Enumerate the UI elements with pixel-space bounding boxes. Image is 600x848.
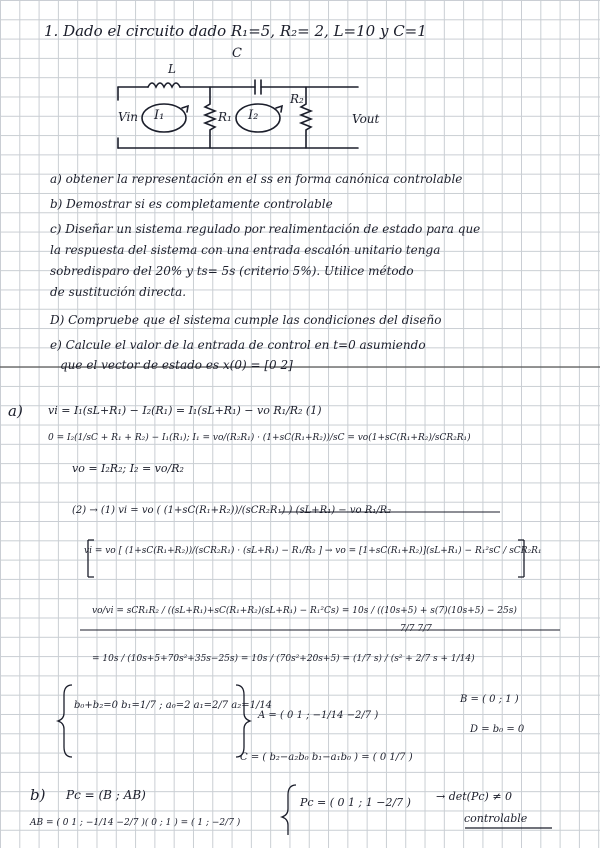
statement-note: C [232, 46, 242, 61]
item-e: e) Calcule el valor de la entrada de control en t=0 asumiendo [50, 338, 426, 352]
label-r2: R₂ [290, 92, 304, 106]
resistor-r1 [205, 87, 215, 148]
item-c-line2: la respuesta del sistema con una entrada escalón unitario tenga [50, 243, 441, 257]
item-e-line2: que el vector de estado es x(0) = [0 2] [60, 358, 293, 372]
item-c: c) Diseñar un sistema regulado por realimentación de estado para que [50, 222, 481, 236]
equation-3: vo = I₂R₂; I₂ = vo/R₂ [72, 462, 184, 475]
label-vout: Vout [352, 112, 380, 126]
inductor-symbol [148, 83, 180, 87]
item-a: a) obtener la representación en el ss en forma canónica controlable [50, 172, 463, 186]
pc-result: Pc = ( 0 1 ; 1 −2/7 ) [300, 796, 411, 809]
problem-statement: 1. Dado el circuito dado R₁=5, R₂= 2, L=10 y C=1 [44, 22, 427, 40]
item-d: D) Compruebe que el sistema cumple las condiciones del diseño [50, 313, 442, 327]
matrix-c: C = ( b₂−a₂b₀ b₁−a₁b₀ ) = ( 0 1/7 ) [240, 752, 413, 763]
equation-6: vo/vi = sCR₁R₂ / ((sL+R₁)+sC(R₁+R₂)(sL+R₁) − R₁²Cs) = 10s / ((10s+5) + s(7)(10s+5) − 25s) [92, 606, 517, 616]
part-a-label: a) [8, 402, 23, 420]
ab-calculation: AB = ( 0 1 ; −1/14 −2/7 )( 0 ; 1 ) = ( 1 ; −2/7 ) [30, 818, 241, 828]
capacitor-symbol [255, 80, 261, 94]
matrix-d: D = b₀ = 0 [470, 724, 525, 735]
conclusion: controlable [464, 812, 528, 825]
part-b-label: b) [30, 786, 46, 804]
determinant-result: → det(Pc) ≠ 0 [436, 790, 513, 803]
equation-2: 0 = I₂(1/sC + R₁ + R₂) − I₁(R₁); I₁ = vo/(R₂R₁) · (1+sC(R₁+R₂))/sC = vo(1+sC(R₁+R₂)/sCR₂R₁) [48, 433, 471, 443]
item-c-line3: sobredisparo del 20% y ts= 5s (criterio 5%). Utilice método [50, 264, 414, 278]
equation-6b: 7/7 7/7 [400, 624, 432, 634]
label-r1: R₁ [218, 110, 232, 124]
coefficient-block: b₀+b₂=0 b₁=1/7 ; a₀=2 a₁=2/7 a₂=1/14 [74, 700, 273, 711]
equation-5: vi = vo [ (1+sC(R₁+R₂))/(sCR₂R₁) · (sL+R₁) − R₁/R₂ ] → vo = [1+sC(R₁+R₂)](sL+R₁) − R₁²sC / sCR₂R₁ [84, 546, 542, 556]
equation-1: vi = I₁(sL+R₁) − I₂(R₁) = I₁(sL+R₁) − vo R₁/R₂ (1) [48, 404, 322, 417]
item-c-line4: de sustitución directa. [50, 285, 187, 299]
matrix-b: B = ( 0 ; 1 ) [460, 694, 519, 705]
pc-definition: Pc = (B ; AB) [66, 788, 146, 802]
label-inductor: L [168, 62, 176, 76]
equation-4: (2) → (1) vi = vo ( (1+sC(R₁+R₂))/(sCR₂R₁) ) (sL+R₁) − vo R₁/R₂ [72, 505, 392, 516]
label-i1: I₁ [154, 108, 165, 123]
label-vin: Vin [118, 110, 139, 124]
matrix-a: A = ( 0 1 ; −1/14 −2/7 ) [258, 710, 379, 721]
label-i2: I₂ [248, 108, 259, 123]
equation-7: = 10s / (10s+5+70s²+35s−25s) = 10s / (70s²+20s+5) = (1/7 s) / (s² + 2/7 s + 1/14) [92, 654, 475, 664]
item-b: b) Demostrar si es completamente controlable [50, 197, 333, 211]
